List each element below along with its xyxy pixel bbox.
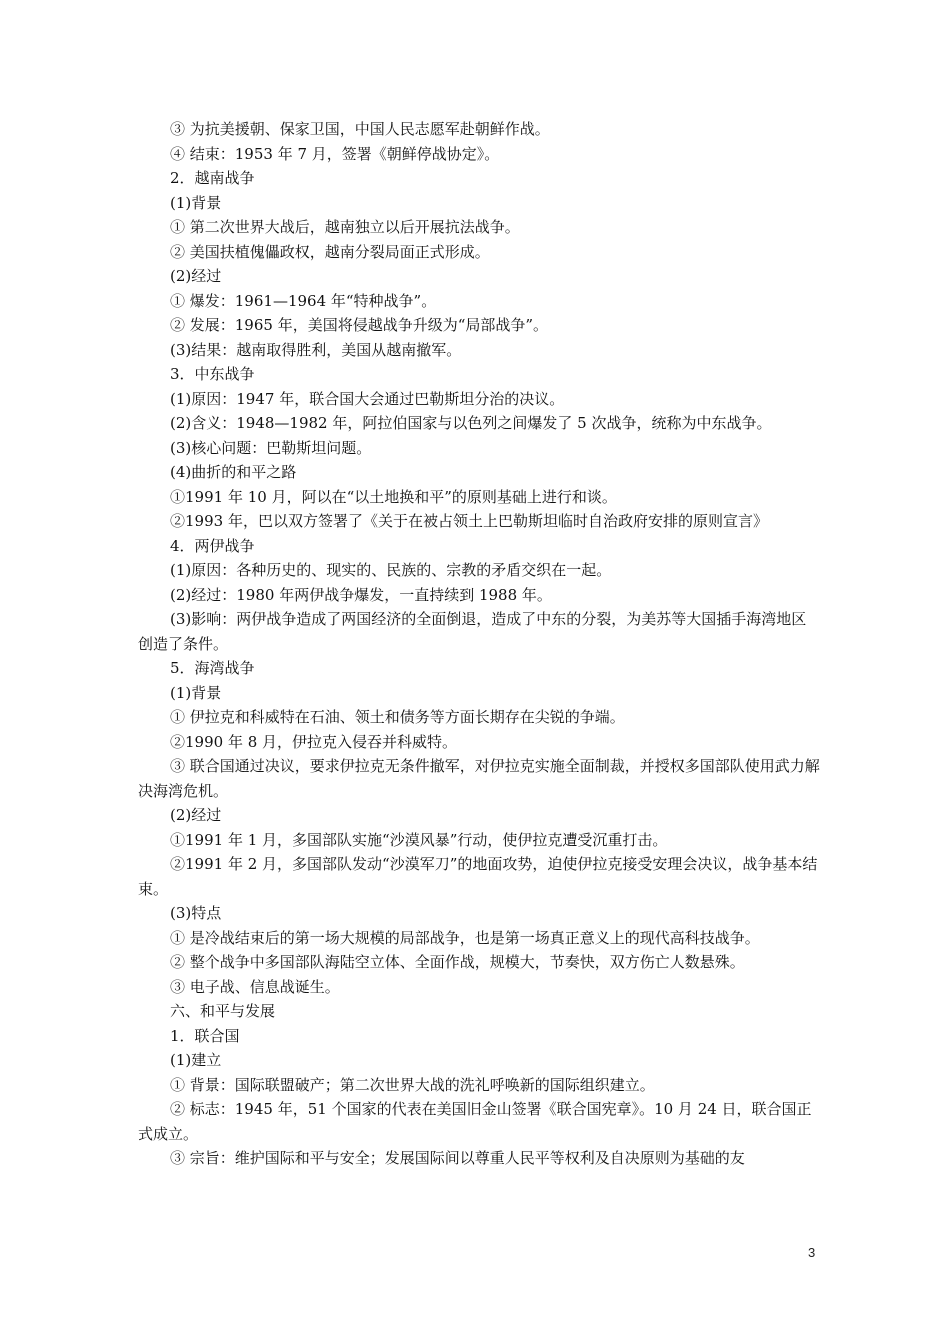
- section-heading: 2．越南战争: [170, 169, 255, 187]
- subsection-heading: (1)背景: [170, 193, 222, 212]
- subsection-heading: (4)曲折的和平之路: [170, 463, 297, 481]
- text-line: (1)原因：1947 年，联合国大会通过巴勒斯坦分治的决议。: [170, 389, 565, 408]
- text-line: ② 发展：1965 年，美国将侵越战争升级为“局部战争”。: [170, 316, 549, 334]
- text-line: ②1993 年，巴以双方签署了《关于在被占领土上巴勒斯坦临时自治政府安排的原则宣言》: [170, 512, 768, 530]
- text-paragraph: ② 标志：1945 年，51 个国家的代表在美国旧金山签署《联合国宪章》。10 月 24 日，联合国正式成立。: [138, 1100, 812, 1143]
- subsection-heading: (1)建立: [170, 1051, 222, 1069]
- subsection-heading: (2)经过: [170, 806, 222, 824]
- text-line: ① 爆发：1961—1964 年“特种战争”。: [170, 291, 437, 310]
- text-line: ①1991 年 1 月，多国部队实施“沙漠风暴”行动，使伊拉克遭受沉重打击。: [170, 830, 668, 849]
- text-paragraph: (3)影响：两伊战争造成了两国经济的全面倒退，造成了中东的分裂，为美苏等大国插手海湾地区创造了条件。: [138, 610, 807, 653]
- subsection-heading: (1)背景: [170, 683, 222, 702]
- text-line: ① 是冷战结束后的第一场大规模的局部战争，也是第一场真正意义上的现代高科技战争。: [170, 928, 760, 947]
- text-line: (3)结果：越南取得胜利，美国从越南撤军。: [170, 340, 462, 359]
- text-line: ① 伊拉克和科威特在石油、领土和债务等方面长期存在尖锐的争端。: [170, 708, 625, 726]
- chapter-heading: 六、和平与发展: [170, 1002, 276, 1020]
- text-paragraph: ③ 联合国通过决议，要求伊拉克无条件撤军，对伊拉克实施全面制裁，并授权多国部队使用武力解决海湾危机。: [138, 757, 820, 800]
- text-line: ② 整个战争中多国部队海陆空立体、全面作战，规模大，节奏快，双方伤亡人数悬殊。: [170, 953, 745, 971]
- text-line: ④ 结束：1953 年 7 月，签署《朝鲜停战协定》。: [170, 144, 500, 163]
- text-line: ② 美国扶植傀儡政权，越南分裂局面正式形成。: [170, 242, 490, 261]
- text-line: ①1991 年 10 月，阿以在“以土地换和平”的原则基础上进行和谈。: [170, 487, 617, 506]
- document-body: [138, 117, 820, 1171]
- text-paragraph: ②1991 年 2 月，多国部队发动“沙漠军刀”的地面攻势，迫使伊拉克接受安理会决议，战争基本结束。: [138, 855, 818, 898]
- subsection-heading: (3)特点: [170, 904, 222, 922]
- text-line: ③ 宗旨：维护国际和平与安全；发展国际间以尊重人民平等权利及自决原则为基础的友: [170, 1149, 745, 1167]
- section-heading: 5．海湾战争: [170, 659, 255, 677]
- page-number: 3: [808, 1245, 816, 1260]
- text-line: (1)原因：各种历史的、现实的、民族的、宗教的矛盾交织在一起。: [170, 561, 612, 579]
- section-heading: 1．联合国: [170, 1026, 240, 1045]
- subsection-heading: (2)经过: [170, 267, 222, 285]
- text-line: (2)经过：1980 年两伊战争爆发，一直持续到 1988 年。: [170, 585, 552, 604]
- text-line: ②1990 年 8 月，伊拉克入侵吞并科威特。: [170, 732, 458, 751]
- text-line: ① 第二次世界大战后，越南独立以后开展抗法战争。: [170, 218, 520, 236]
- section-heading: 4．两伊战争: [170, 536, 255, 555]
- text-line: ③ 电子战、信息战诞生。: [170, 977, 340, 996]
- text-line: (3)核心问题：巴勒斯坦问题。: [170, 438, 372, 457]
- text-line: ③ 为抗美援朝、保家卫国，中国人民志愿军赴朝鲜作战。: [170, 120, 550, 138]
- text-line: (2)含义：1948—1982 年，阿拉伯国家与以色列之间爆发了 5 次战争，统称为中东战争。: [170, 414, 772, 432]
- section-heading: 3．中东战争: [170, 365, 255, 383]
- text-line: ① 背景：国际联盟破产；第二次世界大战的洗礼呼唤新的国际组织建立。: [170, 1075, 655, 1094]
